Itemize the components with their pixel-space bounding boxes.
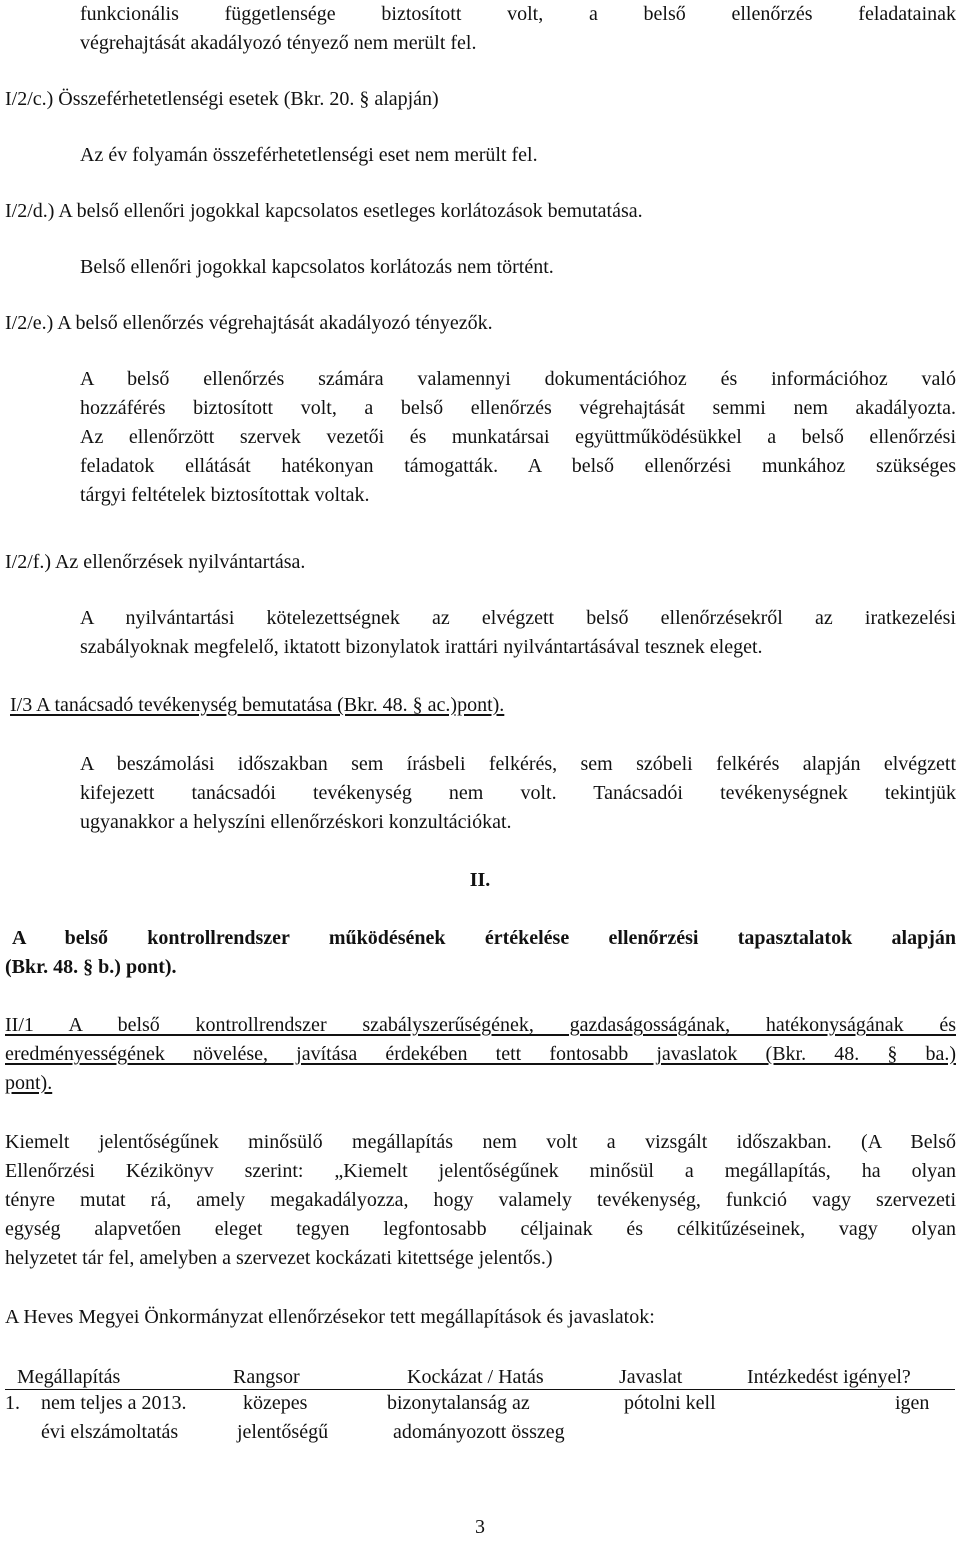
table-cell-proposal: pótolni kell [624, 1392, 716, 1414]
section-ii-title-line-1: A belső kontrollrendszer működésének értékelése ellenőrzési tapasztalatok alapján [12, 927, 956, 949]
section-ii1-heading-line-2: eredményességének növelése, javítása érdekében tett fontosabb javaslatok (Bkr. 48. § ba.) [5, 1043, 956, 1065]
section-i2c-heading: I/2/c.) Összeférhetetlenségi esetek (Bkr. 20. § alapján) [5, 88, 439, 110]
section-i2f-heading: I/2/f.) Az ellenőrzések nyilvántartása. [5, 551, 306, 573]
section-ii1-body-line-1: Kiemelt jelentőségűnek minősülő megállapítás nem volt a vizsgált időszakban. (A Belső [5, 1131, 956, 1153]
section-ii1-intro: A Heves Megyei Önkormányzat ellenőrzésekor tett megállapítások és javaslatok: [5, 1306, 655, 1328]
table-cell-needs-action: igen [895, 1392, 930, 1414]
table-cell-finding-line-2: évi elszámoltatás [41, 1421, 179, 1443]
section-i2e-line-2: hozzáférés biztosított volt, a belső ellenőrzés végrehajtását semmi nem akadályozta. [80, 397, 956, 419]
page-number: 3 [475, 1516, 485, 1538]
table-row-number: 1. [5, 1392, 20, 1414]
section-ii1-heading-line-1: II/1 A belső kontrollrendszer szabályszerűségének, gazdaságosságának, hatékonyságának és [5, 1014, 956, 1036]
table-header-needs-action: Intézkedést igényel? [747, 1366, 911, 1388]
section-i2e-line-3: Az ellenőrzött szervek vezetői és munkatársai együttműködésükkel a belső ellenőrzési [80, 426, 956, 448]
section-i2e-heading: I/2/e.) A belső ellenőrzés végrehajtását akadályozó tényezők. [5, 312, 493, 334]
table-cell-finding-line-1: nem teljes a 2013. [41, 1392, 187, 1414]
section-i2f-line-1: A nyilvántartási kötelezettségnek az elvégzett belső ellenőrzésekről az iratkezelési [80, 607, 956, 629]
table-cell-risk-line-2: adományozott összeg [393, 1421, 565, 1443]
section-i2f-line-2: szabályoknak megfelelő, iktatott bizonylatok irattári nyilvántartásával tesznek eleget. [80, 636, 763, 658]
section-i2c-body: Az év folyamán összeférhetetlenségi eset nem merült fel. [80, 144, 538, 166]
section-ii1-heading-line-3: pont). [5, 1072, 53, 1094]
table-cell-rank-line-1: közepes [243, 1392, 308, 1414]
table-cell-rank-line-2: jelentőségű [237, 1421, 329, 1443]
section-i2d-heading: I/2/d.) A belső ellenőri jogokkal kapcsolatos esetleges korlátozások bemutatása. [5, 200, 643, 222]
section-i3-heading: I/3 A tanácsadó tevékenység bemutatása (Bkr. 48. § ac.)pont). [10, 694, 505, 716]
section-i2e-line-1: A belső ellenőrzés számára valamennyi dokumentációhoz és információhoz való [80, 368, 956, 390]
section-ii1-body-line-5: helyzetet tár fel, amelyben a szervezet kockázati kitettsége jelentős.) [5, 1247, 553, 1269]
table-header-proposal: Javaslat [619, 1366, 683, 1388]
table-cell-risk-line-1: bizonytalanság az [387, 1392, 530, 1414]
section-i2d-body: Belső ellenőri jogokkal kapcsolatos korlátozás nem történt. [80, 256, 554, 278]
section-i3-line-2: kifejezett tanácsadói tevékenység nem volt. Tanácsadói tevékenységnek tekintjük [80, 782, 956, 804]
table-header-finding: Megállapítás [17, 1366, 121, 1388]
table-header-risk: Kockázat / Hatás [407, 1366, 544, 1388]
section-ii1-body-line-3: tényre mutat rá, amely megakadályozza, hogy valamely tevékenység, funkció vagy szervezeti [5, 1189, 956, 1211]
section-ii1-body-line-4: egység alapvetően eleget tegyen legfontosabb céljainak és célkitűzéseinek, vagy olyan [5, 1218, 956, 1240]
top-line-1: funkcionális függetlensége biztosított volt, a belső ellenőrzés feladatainak [80, 3, 956, 25]
table-header-rank: Rangsor [233, 1366, 300, 1388]
table-row [5, 1389, 955, 1447]
table-header-row [5, 1363, 955, 1390]
section-ii1-body-line-2: Ellenőrzési Kézikönyv szerint: „Kiemelt jelentőségűnek minősül a megállapítás, ha olyan [5, 1160, 956, 1182]
section-i2e-line-4: feladatok ellátását hatékonyan támogatták. A belső ellenőrzési munkához szükséges [80, 455, 956, 477]
section-ii-number: II. [469, 869, 491, 891]
section-i3-line-3: ugyanakkor a helyszíni ellenőrzéskori konzultációkat. [80, 811, 512, 833]
section-i2e-line-5: tárgyi feltételek biztosítottak voltak. [80, 484, 370, 506]
top-line-2: végrehajtását akadályozó tényező nem merült fel. [80, 32, 477, 54]
section-i3-line-1: A beszámolási időszakban sem írásbeli felkérés, sem szóbeli felkérés alapján elvégzett [80, 753, 956, 775]
section-ii-title-line-2: (Bkr. 48. § b.) pont). [5, 956, 177, 978]
